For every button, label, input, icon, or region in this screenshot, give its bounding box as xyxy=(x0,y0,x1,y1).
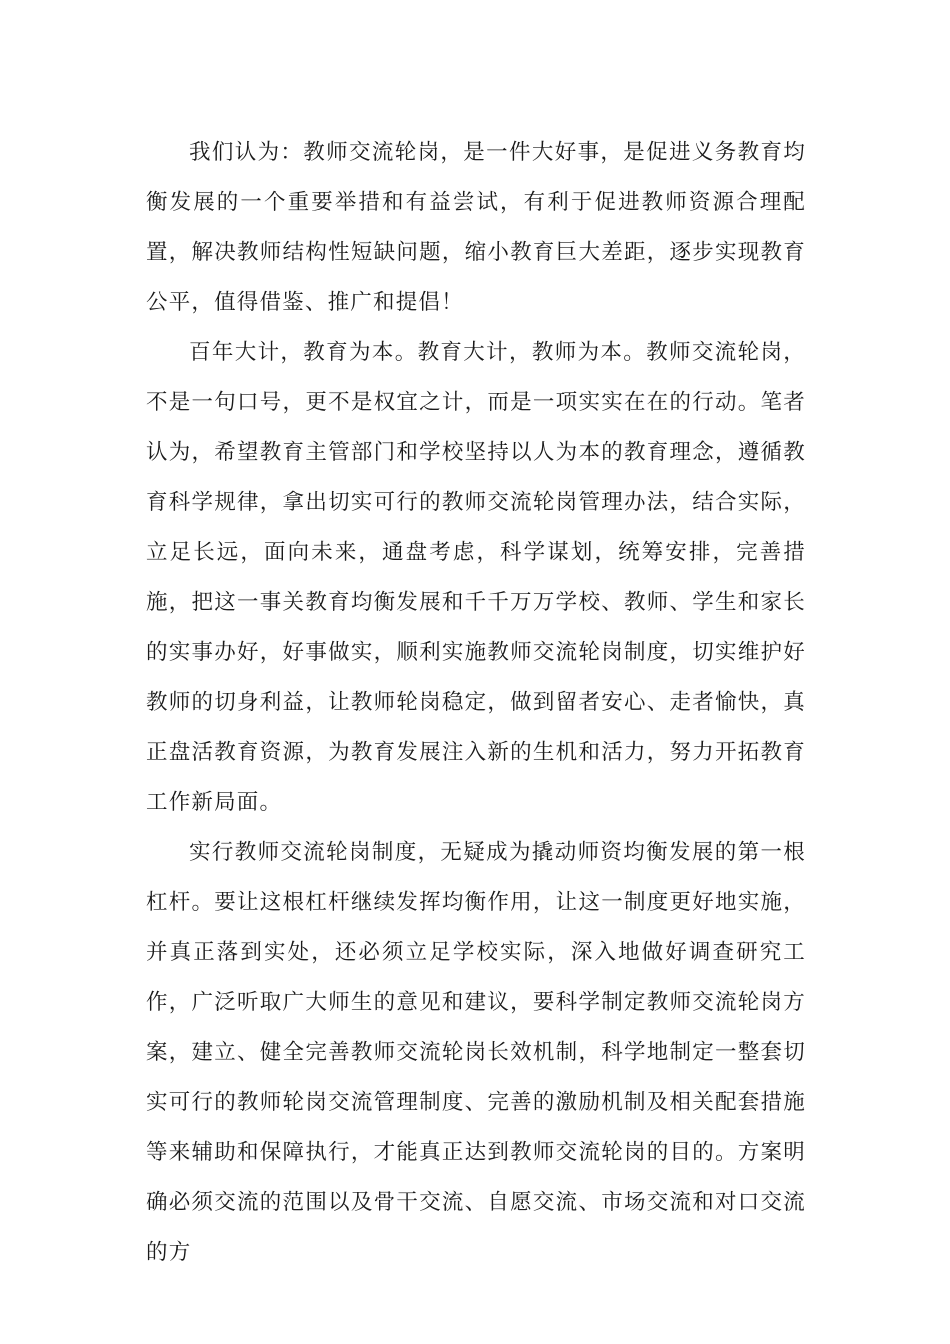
paragraph-1: 我们认为：教师交流轮岗，是一件大好事，是促进义务教育均衡发展的一个重要举措和有益尝试，有利于促进教师资源合理配置，解决教师结构性短缺问题，缩小教育巨大差距，逐步实现教育公平，值得借鉴、推广和提倡！ xyxy=(146,140,806,315)
paragraph-2: 百年大计，教育为本。教育大计，教师为本。教师交流轮岗，不是一句口号，更不是权宜之计，而是一项实实在在的行动。笔者认为，希望教育主管部门和学校坚持以人为本的教育理念，遵循教育科学规律，拿出切实可行的教师交流轮岗管理办法，结合实际，立足长远，面向未来，通盘考虑，科学谋划，统筹安排，完善措施，把这一事关教育均衡发展和千千万万学校、教师、学生和家长的实事办好，好事做实，顺利实施教师交流轮岗制度，切实维护好教师的切身利益，让教师轮岗稳定，做到留者安心、走者愉快，真正盘活教育资源，为教育发展注入新的生机和活力，努力开拓教育工作新局面。 xyxy=(146,340,806,815)
paragraph-3: 实行教师交流轮岗制度，无疑成为撬动师资均衡发展的第一根杠杆。要让这根杠杆继续发挥均衡作用，让这一制度更好地实施，并真正落到实处，还必须立足学校实际，深入地做好调查研究工作，广泛听取广大师生的意见和建议，要科学制定教师交流轮岗方案，建立、健全完善教师交流轮岗长效机制，科学地制定一整套切实可行的教师轮岗交流管理制度、完善的激励机制及相关配套措施等来辅助和保障执行，才能真正达到教师交流轮岗的目的。方案明确必须交流的范围以及骨干交流、自愿交流、市场交流和对口交流的方 xyxy=(146,840,806,1265)
document-body xyxy=(146,128,806,1278)
